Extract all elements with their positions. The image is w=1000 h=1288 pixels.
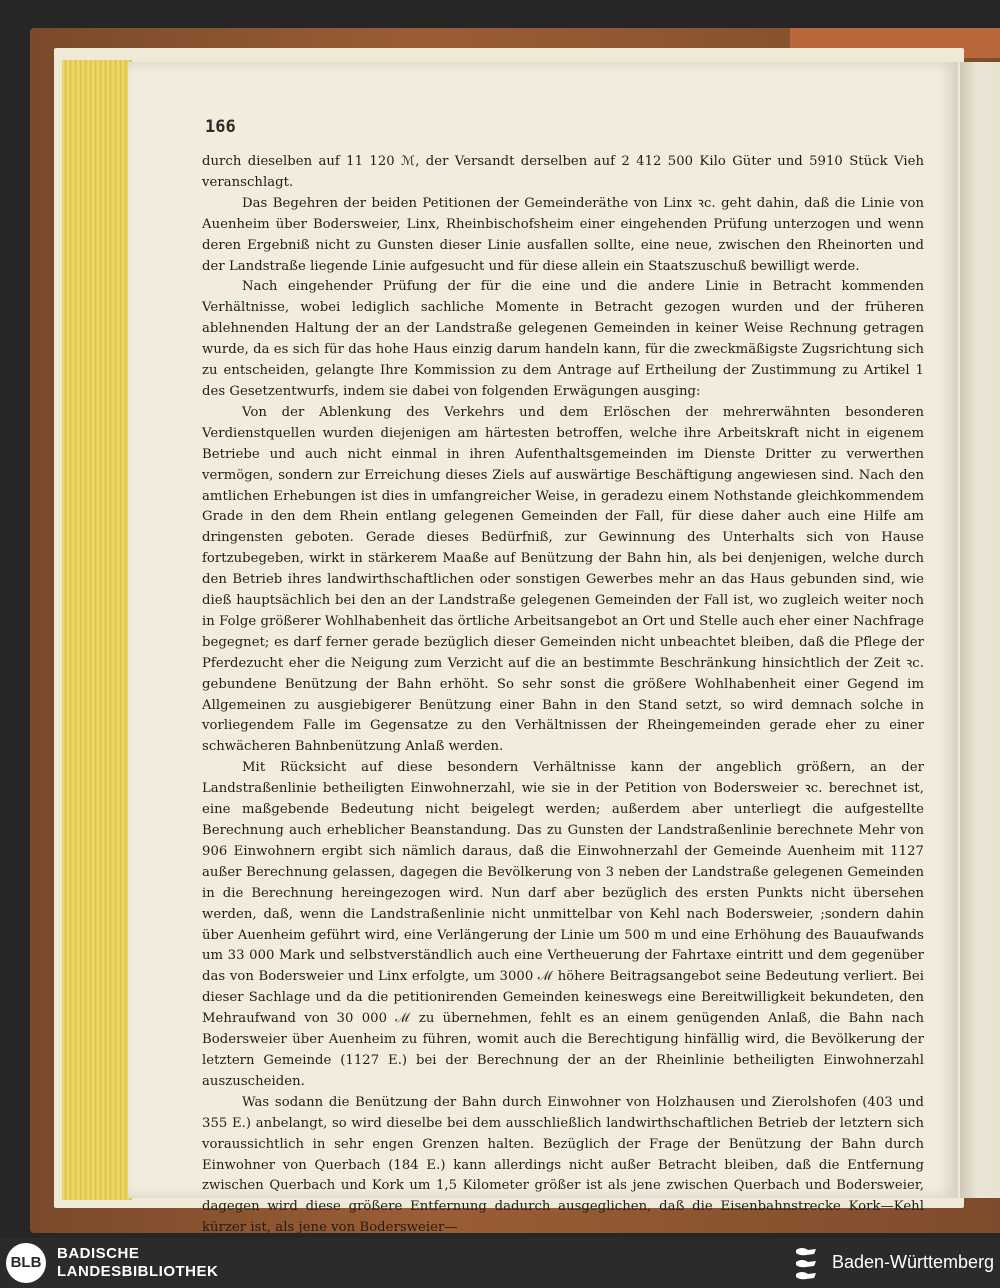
paragraph: Von der Ablenkung des Verkehrs und dem Erlöschen der mehrerwähnten besonderen Verdienstquellen wurden diejenigen am härtesten betroffen, welche ihre Arbeitskraft nicht in eigenem Betriebe und auch nicht einmal in ihren Aufenthaltsgemeinden im Dienste Dritter zu verwerthen vermögen, sondern zur Erreichung dieses Ziels auf auswärtige Beschäftigung angewiesen sind. Nach den amtlichen Erhebungen ist dies in umfangreicher Weise, in geradezu einem Nothstande gleichkommendem Grade in den dem Rhein entlang gelegenen Gemeinden der Fall, für diese daher auch eine Hilfe am dringensten geboten. Gerade dieses Bedürfniß, zur Gewinnung des Unterhalts sich von Hause fortzubegeben, wirkt in stärkerem Maaße auf Benützung der Bahn hin, als bei denjenigen, welche durch den Betrieb ihres landwirthschaftlichen oder sonstigen Gewerbes mehr an das Haus gebunden sind, wie dieß hauptsächlich bei den an der Landstraße gelegenen Gemeinden der Fall ist, wo zugleich weiter noch in Folge größerer Wohlhabenheit das örtliche Arbeitsangebot an Ort und Stelle auch eher einer Nachfrage begegnet; es darf ferner gerade bezüglich dieser Gemeinden nicht unbeachtet bleiben, daß die Pflege der Pferdezucht eher die Neigung zum Verzicht auf die an bestimmte Beschränkung hinsichtlich der Zeit ꝛc. gebundene Benützung der Bahn erhöht. So sehr sonst die größere Wohlhabenheit einer Gegend im Allgemeinen zu ausgiebigerer Benützung einer Bahn in den Stand setzt, so wird demnach solche in vorliegendem Falle im Gegensatze zu den Verhältnissen der Rheingemeinden gerade eher zu einer schwächeren Bahnbenützung Anlaß werden. [202, 404, 924, 755]
facing-page-edge [960, 62, 1000, 1198]
paragraph: Das Begehren der beiden Petitionen der Gemeinderäthe von Linx ꝛc. geht dahin, daß die Linie von Auenheim über Bodersweier, Linx, Rheinbischofsheim einer eingehenden Prüfung unterzogen und wenn deren Ergebniß nicht zu Gunsten dieser Linie ausfallen sollte, eine neue, zwischen den Rheinorten und der Landstraße liegende Linie aufgesucht und für diese allein ein Staatszuschuß bewilligt werde. [202, 195, 924, 274]
blb-logo[interactable]: BLB [6, 1243, 46, 1283]
page-number: 166 [205, 117, 236, 137]
gilded-page-edge [62, 60, 132, 1200]
baden-wuerttemberg-lions-icon [792, 1244, 822, 1282]
library-name-line2: LANDESBIBLIOTHEK [57, 1263, 219, 1280]
page-body-text [202, 152, 924, 1238]
paragraph: Mit Rücksicht auf diese besondern Verhältnisse kann der angeblich größern, an der Landstraßenlinie betheiligten Einwohnerzahl, wie sie in der Petition von Bodersweier ꝛc. berechnet ist, eine maßgebende Bedeutung nicht beigelegt werden; außerdem aber unterliegt die aufgestellte Berechnung auch erheblicher Beanstandung. Das zu Gunsten der Landstraßenlinie berechnete Mehr von 906 Einwohnern ergibt sich nämlich daraus, daß die Einwohnerzahl der Gemeinde Auenheim mit 1127 außer Berechnung gelassen, dagegen die Bevölkerung von 3 neben der Landstraße gelegenen Gemeinden in die Berechnung hereingezogen wird. Nun darf aber bezüglich des ersten Punkts nicht übersehen werden, daß, wenn die Landstraßenlinie nicht unmittelbar von Kehl nach Bodersweier, ;sondern dahin über Auenheim geführt wird, eine Verlängerung der Linie um 500 m und eine Erhöhung des Bauaufwands um 33 000 Mark und selbstverständlich auch eine Vertheuerung der Fahrtaxe eintritt und dem gegenüber das von Bodersweier und Linx erfolgte, um 3000 ℳ höhere Beitragsangebot seine Bedeutung verliert. Bei dieser Sachlage und da die petitionirenden Gemeinden keineswegs eine Bereitwilligkeit bekundeten, den Mehraufwand von 30 000 ℳ zu übernehmen, fehlt es an einem genügenden Anlaß, die Bahn nach Bodersweier über Auenheim zu führen, womit auch die Berechtigung hinfällig wird, die Bevölkerung der letztern Gemeinde (1127 E.) bei der Berechnung der an der Rheinlinie betheiligten Einwohnerzahl auszuscheiden. [202, 760, 924, 1089]
library-name[interactable] [57, 1245, 218, 1281]
paragraph: durch dieselben auf 11 120 ℳ, der Versandt derselben auf 2 412 500 Kilo Güter und 5910 Stück Vieh veranschlagt. [202, 154, 924, 190]
paragraph: Nach eingehender Prüfung der für die eine und die andere Linie in Betracht kommenden Verhältnisse, wobei lediglich sachliche Momente in Betracht gezogen wurden und der früheren ablehnenden Haltung der an der Landstraße gelegenen Gemeinden in keiner Weise Rechnung getragen wurde, da es sich für das hohe Haus einzig darum handeln kann, für die zweckmäßigste Zugsrichtung sich zu entscheiden, gelangte Ihre Kommission zu dem Antrage auf Ertheilung der Zustimmung zu Artikel 1 des Gesetzentwurfs, indem sie dabei von folgenden Erwägungen ausging: [202, 279, 924, 399]
state-name[interactable]: Baden-Württemberg [832, 1252, 995, 1272]
library-name-line1: BADISCHE [57, 1245, 140, 1262]
paragraph: Was sodann die Benützung der Bahn durch Einwohner von Holzhausen und Zierolshofen (403 und 355 E.) anbelangt, so wird dieselbe bei dem ausschließlich landwirthschaftlichen Betrieb der letztern sich voraussichtlich in sehr engen Grenzen halten. Bezüglich der Frage der Benützung der Bahn durch Einwohner von Querbach (184 E.) kann allerdings nicht außer Betracht bleiben, daß die Entfernung zwischen Querbach und Kork um 1,5 Kilometer größer ist als jene zwischen Querbach und Bodersweier, dagegen wird diese größere Entfernung dadurch ausgeglichen, daß die Eisenbahnstrecke Kork—Kehl kürzer ist, als jene von Bodersweier— [202, 1094, 924, 1236]
